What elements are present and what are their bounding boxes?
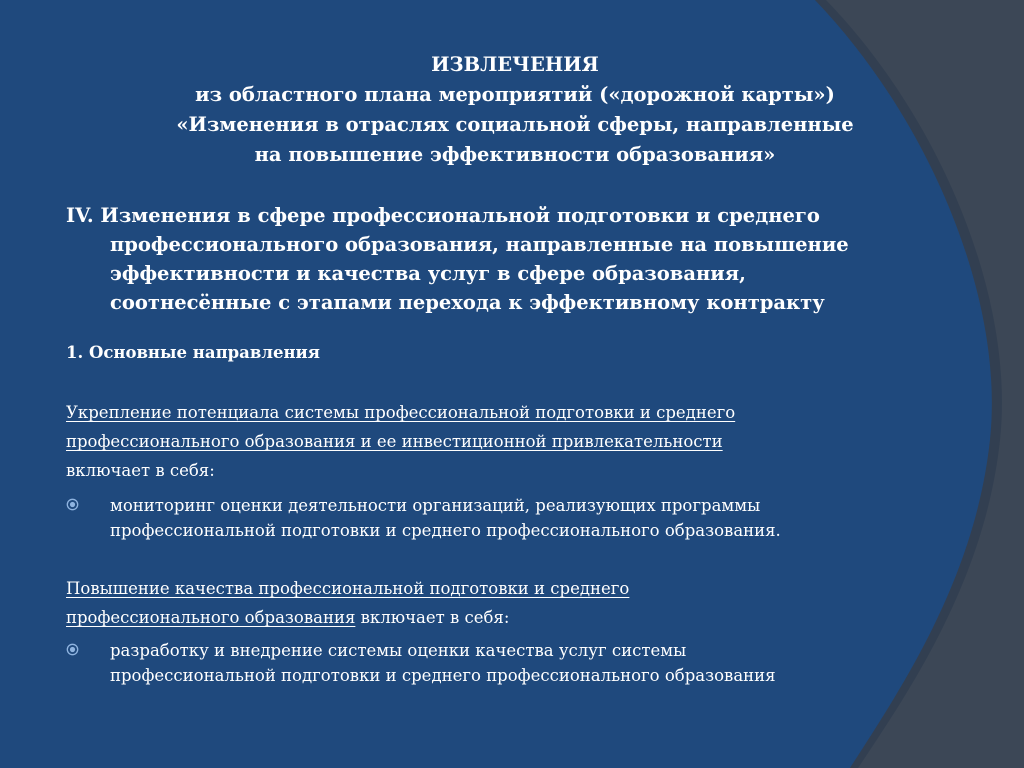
header-title: ИЗВЛЕЧЕНИЯ (431, 53, 599, 76)
section-title-line: соотнесённые с этапами перехода к эффективному контракту (110, 291, 825, 314)
section-title-line: профессионального образования, направленные на повышение (110, 233, 849, 256)
underlined-text: Укрепление потенциала системы профессиональной подготовки и среднего (66, 403, 736, 422)
header-subtitle-line: из областного плана мероприятий («дорожной карты») (195, 83, 835, 106)
bullet-text-line: профессиональной подготовки и среднего профессионального образования (110, 666, 776, 685)
circled-dot-icon (66, 498, 79, 511)
sub-heading: 1. Основные направления (66, 343, 320, 362)
section-title (66, 201, 946, 317)
paragraph-2 (66, 574, 629, 632)
section-title-line: IV. Изменения в сфере профессиональной подготовки и среднего (66, 204, 820, 227)
header-subtitle-line: «Изменения в отраслях социальной сферы, направленные (176, 113, 854, 136)
section-title-line: эффективности и качества услуг в сфере образования, (110, 262, 746, 285)
circled-dot-icon (66, 643, 79, 656)
bullet-text-line: разработку и внедрение системы оценки качества услуг системы (110, 641, 687, 660)
paragraph-tail: включает в себя: (66, 461, 215, 480)
bullet-text-line: профессиональной подготовки и среднего профессионального образования. (110, 521, 781, 540)
underlined-text: Повышение качества профессиональной подготовки и среднего (66, 579, 630, 598)
document-header (120, 50, 910, 170)
paragraph-tail: включает в себя: (355, 608, 510, 627)
paragraph-1 (66, 398, 735, 485)
header-subtitle-line: на повышение эффективности образования» (254, 143, 776, 166)
underlined-text: профессионального образования (66, 608, 356, 627)
bullet-text-line: мониторинг оценки деятельности организаций, реализующих программы (110, 496, 761, 515)
underlined-text: профессионального образования и ее инвестиционной привлекательности (66, 432, 723, 451)
